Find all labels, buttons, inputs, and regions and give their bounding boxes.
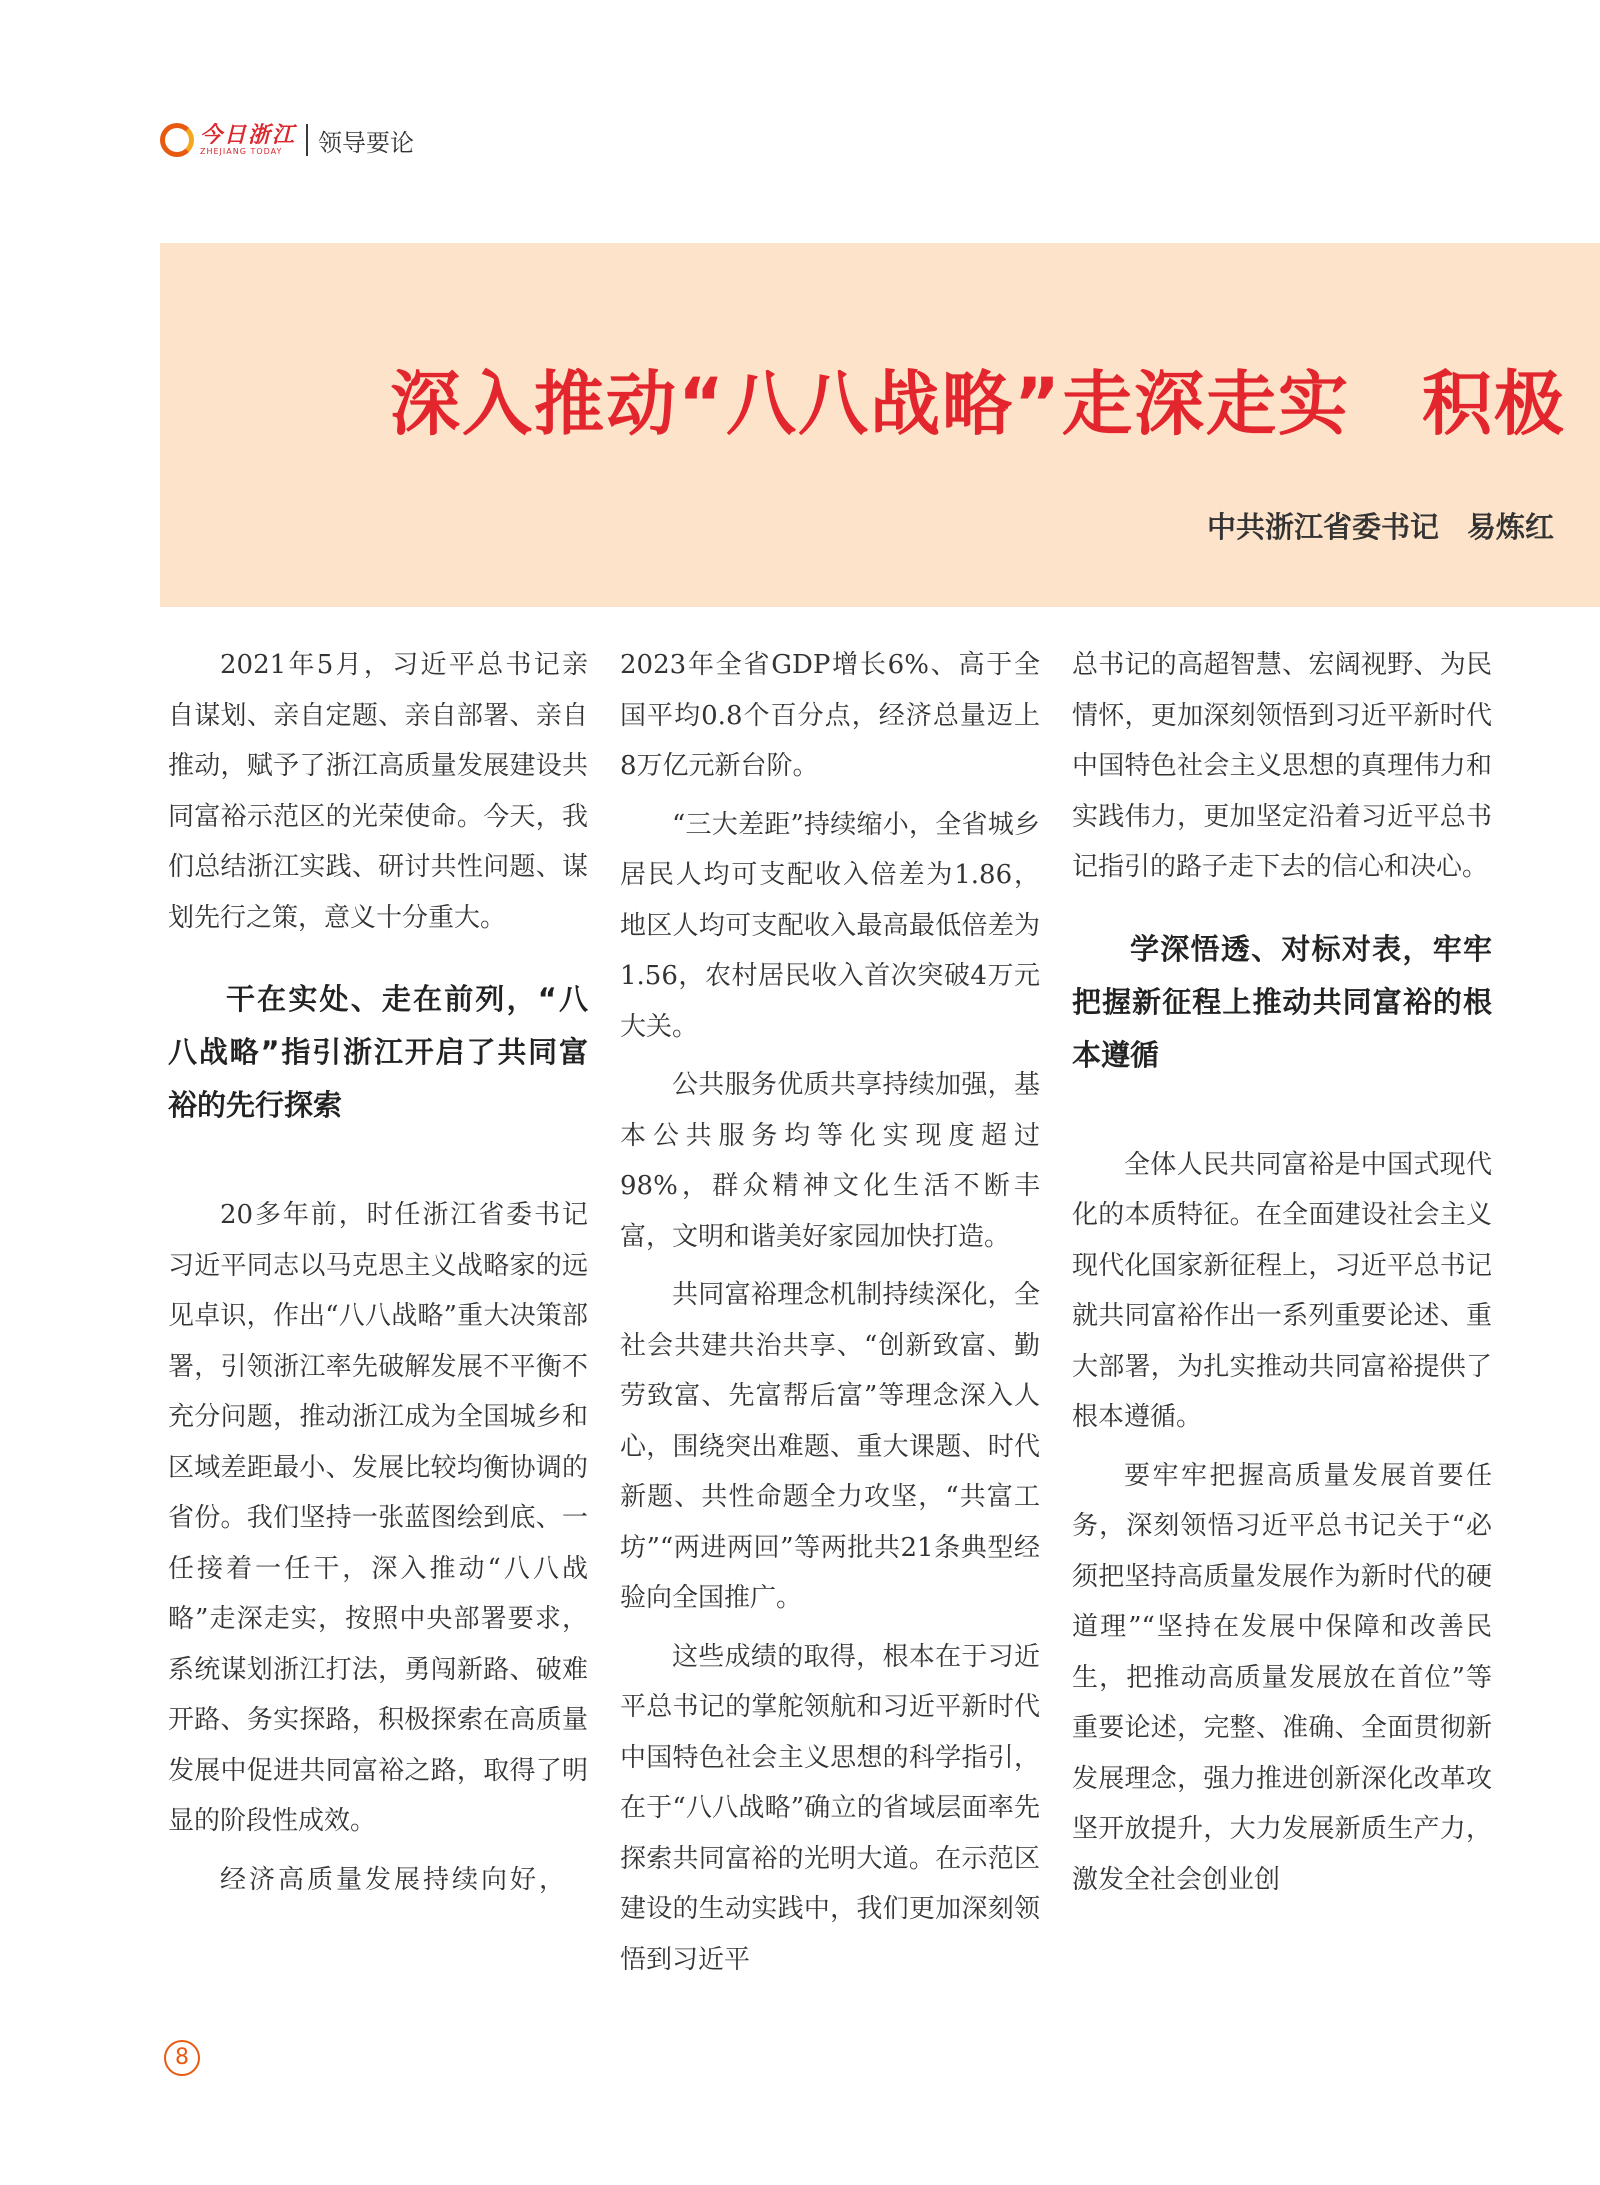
col3-paragraph-1: 总书记的高超智慧、宏阔视野、为民情怀，更加深刻领悟到习近平新时代中国特色社会主义思想的真理伟力和实践伟力，更加坚定沿着习近平总书记指引的路子走下去的信心和决心。 (1072, 650, 1492, 882)
page-header (160, 118, 414, 162)
col3-subheading: 学深悟透、对标对表，牢牢把握新征程上推动共同富裕的根本遵循 (1072, 931, 1492, 1072)
page-number: 8 (164, 2040, 200, 2076)
col2-paragraph-5: 这些成绩的取得，根本在于习近平总书记的掌舵领航和习近平新时代中国特色社会主义思想的科学指引，在于“八八战略”确立的省域层面率先探索共同富裕的光明大道。在示范区建设的生动实践中，我们更加深刻领悟到习近平 (620, 1641, 1040, 1975)
article-title: 深入推动“八八战略”走深走实 积极 (390, 363, 1567, 445)
col3-paragraph-2: 全体人民共同富裕是中国式现代化的本质特征。在全面建设社会主义现代化国家新征程上，习近平总书记就共同富裕作出一系列重要论述、重大部署，为扎实推动共同富裕提供了根本遵循。 (1072, 1149, 1492, 1432)
col1-subheading: 干在实处、走在前列，“八八战略”指引浙江开启了共同富裕的先行探索 (168, 982, 588, 1122)
column-2 (620, 640, 1040, 1985)
col2-paragraph-3: 公共服务优质共享持续加强，基本公共服务均等化实现度超过98%，群众精神文化生活不断丰富，文明和谐美好家园加快打造。 (620, 1070, 1040, 1252)
logo-text (200, 123, 296, 157)
col2-paragraph-2: “三大差距”持续缩小，全省城乡居民人均可支配收入倍差为1.86，地区人均可支配收入最高最低倍差为1.56，农村居民收入首次突破4万元大关。 (620, 809, 1040, 1042)
col1-paragraph-2: 20多年前，时任浙江省委书记习近平同志以马克思主义战略家的远见卓识，作出“八八战略”重大决策部署，引领浙江率先破解发展不平衡不充分问题，推动浙江成为全国城乡和区域差距最小、发展比较均衡协调的省份。我们坚持一张蓝图绘到底、一任接着一任干，深入推动“八八战略”走深走实，按照中央部署要求，系统谋划浙江打法，勇闯新路、破难开路、务实探路，积极探索在高质量发展中促进共同富裕之路，取得了明显的阶段性成效。 (168, 1200, 588, 1836)
header-divider (306, 124, 308, 156)
column-3 (1072, 640, 1492, 1905)
logo-cn: 今日浙江 (200, 122, 297, 148)
col1-paragraph-3: 经济高质量发展持续向好， (220, 1864, 569, 1895)
zhejiang-today-logo-icon (160, 123, 194, 157)
col3-paragraph-3: 要牢牢把握高质量发展首要任务，深刻领悟习近平总书记关于“必须把坚持高质量发展作为新时代的硬道理”“坚持在发展中保障和改善民生，把推动高质量发展放在首位”等重要论述，完整、准确、全面贯彻新发展理念，强力推进创新深化改革攻坚开放提升，大力发展新质生产力，激发全社会创业创 (1072, 1460, 1492, 1895)
logo-en: ZHEJIANG TODAY (200, 147, 283, 156)
section-label: 领导要论 (318, 128, 415, 157)
author-name: 易炼红 (1466, 510, 1554, 544)
col2-paragraph-4: 共同富裕理念机制持续深化，全社会共建共治共享、“创新致富、勤劳致富、先富帮后富”等理念深入人心，围绕突出难题、重大课题、时代新题、共性命题全力攻坚，“共富工坊”“两进两回”等两批共21条典型经验向全国推广。 (620, 1280, 1040, 1613)
author-byline (1207, 505, 1554, 546)
col2-paragraph-1: 2023年全省GDP增长6%、高于全国平均0.8个百分点，经济总量迈上8万亿元新台阶。 (620, 650, 1040, 781)
col1-paragraph-1: 2021年5月，习近平总书记亲自谋划、亲自定题、亲自部署、亲自推动，赋予了浙江高质量发展建设共同富裕示范区的光荣使命。今天，我们总结浙江实践、研讨共性问题、谋划先行之策，意义十分重大。 (168, 650, 588, 933)
column-1 (168, 640, 588, 1905)
author-title: 中共浙江省委书记 (1206, 510, 1439, 544)
